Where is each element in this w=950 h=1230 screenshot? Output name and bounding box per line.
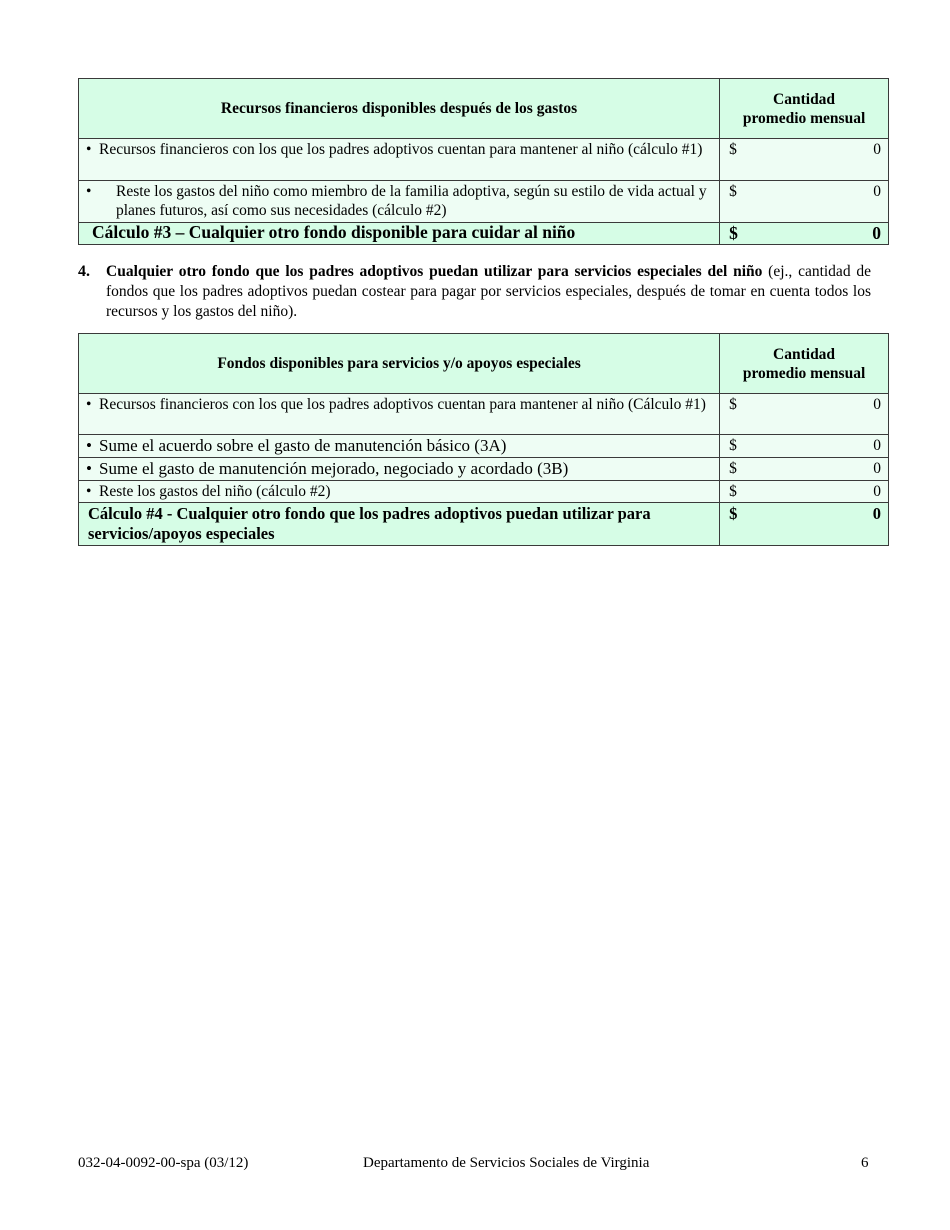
amount-field[interactable]: [720, 481, 889, 503]
section-number: 4.: [78, 263, 90, 280]
bullet-icon: •: [86, 459, 92, 478]
amount-value: 0: [873, 437, 881, 454]
table-row: [79, 458, 889, 481]
currency-symbol: $: [729, 223, 738, 243]
table-row: [79, 481, 889, 503]
currency-symbol: $: [729, 396, 737, 413]
table-row: [79, 435, 889, 458]
available-resources-table: [78, 78, 889, 245]
bullet-icon: •: [86, 483, 92, 500]
department-name: Departamento de Servicios Sociales de Virginia: [363, 1155, 650, 1171]
amount-value: 0: [873, 183, 881, 200]
amount-field[interactable]: [720, 181, 889, 223]
bullet-icon: •: [86, 436, 92, 455]
total-amount-value: 0: [872, 504, 881, 523]
section-4-description: (ej., cantidad de fondos que los padres adoptivos puedan costear para pagar por servicios especiales, después de tomar en cuenta todos los recursos y los gastos del niño).: [106, 263, 871, 320]
total-row: [79, 503, 889, 546]
row-label: Recursos financieros con los que los padres adoptivos cuentan para mantener al niño (cálculo #1): [99, 141, 703, 158]
row-label: Recursos financieros con los que los padres adoptivos cuentan para mantener al niño (Cálculo #1): [99, 396, 706, 413]
total-label: Cálculo #4 - Cualquier otro fondo que los padres adoptivos puedan utilizar para servicios/apoyos especiales: [79, 503, 720, 546]
table-header-row: [79, 334, 889, 394]
amount-value: 0: [873, 141, 881, 158]
bullet-icon: •: [86, 396, 92, 413]
row-label: Reste los gastos del niño como miembro de la familia adoptiva, según su estilo de vida actual y planes futuros, así como sus necesidades (cálculo #2): [116, 183, 707, 219]
currency-symbol: $: [729, 460, 737, 477]
page-number: 6: [861, 1155, 869, 1171]
currency-symbol: $: [729, 183, 737, 200]
amount-value: 0: [873, 460, 881, 477]
currency-symbol: $: [729, 437, 737, 454]
currency-symbol: $: [729, 141, 737, 158]
amount-value: 0: [873, 396, 881, 413]
section-4-paragraph: [78, 262, 871, 322]
row-label: Sume el gasto de manutención mejorado, negociado y acordado (3B): [99, 459, 569, 478]
bullet-icon: •: [86, 183, 92, 200]
table-row: [79, 139, 889, 181]
bullet-icon: •: [86, 141, 92, 158]
amount-field[interactable]: [720, 394, 889, 435]
table-row: [79, 394, 889, 435]
total-amount-value: 0: [872, 223, 881, 243]
special-services-funds-table: [78, 333, 889, 546]
total-row: [79, 223, 889, 245]
amount-field[interactable]: [720, 458, 889, 481]
row-label: Reste los gastos del niño (cálculo #2): [99, 483, 331, 500]
total-label: Cálculo #3 – Cualquier otro fondo disponible para cuidar al niño: [79, 223, 720, 245]
amount-field[interactable]: [720, 139, 889, 181]
currency-symbol: $: [729, 504, 738, 523]
total-amount-field[interactable]: [720, 503, 889, 546]
amount-column-header: Cantidad promedio mensual: [720, 334, 889, 394]
section-4-title: Cualquier otro fondo que los padres adoptivos puedan utilizar para servicios especiales del niño: [106, 263, 763, 280]
amount-field[interactable]: [720, 435, 889, 458]
table-header-row: [79, 79, 889, 139]
amount-value: 0: [873, 483, 881, 500]
table-header: Recursos financieros disponibles después de los gastos: [79, 79, 720, 139]
row-label: Sume el acuerdo sobre el gasto de manutención básico (3A): [99, 436, 507, 455]
form-number: 032-04-0092-00-spa (03/12): [78, 1155, 249, 1171]
table-row: [79, 181, 889, 223]
total-amount-field[interactable]: [720, 223, 889, 245]
currency-symbol: $: [729, 483, 737, 500]
amount-column-header: Cantidad promedio mensual: [720, 79, 889, 139]
table-header: Fondos disponibles para servicios y/o apoyos especiales: [79, 334, 720, 394]
